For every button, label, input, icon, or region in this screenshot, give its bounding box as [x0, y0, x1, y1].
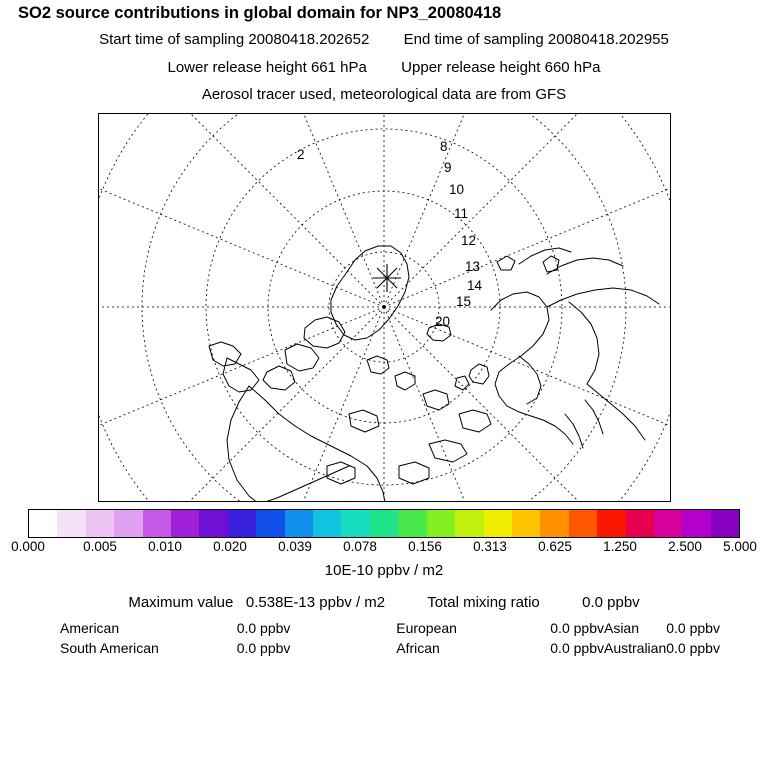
colorbar-swatch: [199, 510, 227, 537]
tracer-note-line: Aerosol tracer used, meteorological data are from GFS: [201, 86, 567, 103]
category-name: African: [396, 640, 440, 656]
colorbar-swatch: [29, 510, 57, 537]
colorbar-tick: 0.156: [408, 539, 442, 554]
source-contribution-table: [60, 618, 720, 658]
maximum-value-label: Maximum value: [128, 594, 234, 611]
colorbar-swatch: [256, 510, 284, 537]
release-site-star: [373, 264, 401, 292]
colorbar-swatch: [57, 510, 85, 537]
page-title: SO2 source contributions in global domain for NP3_20080418: [18, 4, 502, 22]
colorbar-swatch: [682, 510, 710, 537]
traj-label-2: 2: [297, 147, 305, 162]
table-row: [60, 618, 720, 638]
category-value: 0.0 ppbv: [236, 640, 291, 656]
traj-label-13: 13: [465, 259, 481, 274]
traj-label-9: 9: [444, 160, 452, 175]
sampling-times-line: [0, 31, 768, 48]
colorbar-swatch: [427, 510, 455, 537]
end-time-value: 20080418.202955: [547, 31, 669, 48]
colorbar-swatch: [143, 510, 171, 537]
colorbar-tick: 0.039: [278, 539, 312, 554]
colorbar-tick: 0.625: [538, 539, 572, 554]
colorbar-swatch: [569, 510, 597, 537]
colorbar-swatch: [228, 510, 256, 537]
traj-label-12: 12: [461, 233, 477, 248]
category-value: 0.0 ppbv: [666, 640, 720, 656]
colorbar-swatch: [114, 510, 142, 537]
map-graticule: [99, 114, 670, 501]
colorbar-swatch: [540, 510, 568, 537]
colorbar-tick: 5.000: [723, 539, 757, 554]
traj-label-10: 10: [449, 182, 465, 197]
summary-line: [0, 594, 768, 611]
category-value: 0.0 ppbv: [550, 620, 604, 636]
colorbar-swatch: [626, 510, 654, 537]
traj-label-8: 8: [440, 139, 448, 154]
category-name: Asian: [603, 620, 640, 636]
start-time-label: Start time of sampling: [99, 31, 245, 48]
colorbar-ticks: [0, 539, 768, 555]
colorbar-swatch: [171, 510, 199, 537]
traj-label-20: 20: [435, 314, 451, 329]
category-name: American: [60, 620, 120, 636]
maximum-value-value: 0.538E-13 ppbv / m2: [245, 594, 386, 611]
start-time-value: 20080418.202652: [248, 31, 370, 48]
colorbar-tick: 0.010: [148, 539, 182, 554]
category-name: European: [396, 620, 457, 636]
map-panel: [98, 113, 671, 502]
total-mixing-ratio-value: 0.0 ppbv: [582, 594, 640, 611]
lower-height-label: Lower release height: [167, 59, 307, 76]
colorbar-tick: 0.000: [11, 539, 45, 554]
colorbar-tick: 2.500: [668, 539, 702, 554]
colorbar-swatch: [484, 510, 512, 537]
total-mixing-ratio-label: Total mixing ratio: [427, 594, 540, 611]
colorbar-swatch: [285, 510, 313, 537]
colorbar-swatch: [341, 510, 369, 537]
category-value: 0.0 ppbv: [236, 620, 291, 636]
lower-height-value: 661 hPa: [310, 59, 367, 76]
end-time-label: End time of sampling: [403, 31, 544, 48]
traj-label-15: 15: [456, 294, 472, 309]
colorbar-unit-label: 10E-10 ppbv / m2: [324, 562, 444, 579]
colorbar: [28, 509, 740, 538]
colorbar-tick: 0.313: [473, 539, 507, 554]
colorbar-swatch: [313, 510, 341, 537]
table-row: [60, 638, 720, 658]
colorbar-tick: 0.005: [83, 539, 117, 554]
colorbar-swatch: [711, 510, 739, 537]
upper-height-value: 660 hPa: [544, 59, 601, 76]
colorbar-swatch: [86, 510, 114, 537]
colorbar-swatch: [398, 510, 426, 537]
colorbar-swatch: [654, 510, 682, 537]
map-svg: [99, 114, 670, 501]
colorbar-tick: 1.250: [603, 539, 637, 554]
colorbar-tick: 0.020: [213, 539, 247, 554]
traj-label-11: 11: [454, 206, 469, 221]
colorbar-swatch: [512, 510, 540, 537]
colorbar-swatch: [370, 510, 398, 537]
release-heights-line: [0, 59, 768, 76]
category-name: Australian: [603, 640, 667, 656]
category-name: South American: [60, 640, 159, 656]
category-value: 0.0 ppbv: [666, 620, 720, 636]
colorbar-tick: 0.078: [343, 539, 377, 554]
upper-height-label: Upper release height: [401, 59, 541, 76]
category-value: 0.0 ppbv: [550, 640, 604, 656]
traj-label-14: 14: [467, 278, 483, 293]
colorbar-swatch: [455, 510, 483, 537]
colorbar-swatch: [597, 510, 625, 537]
